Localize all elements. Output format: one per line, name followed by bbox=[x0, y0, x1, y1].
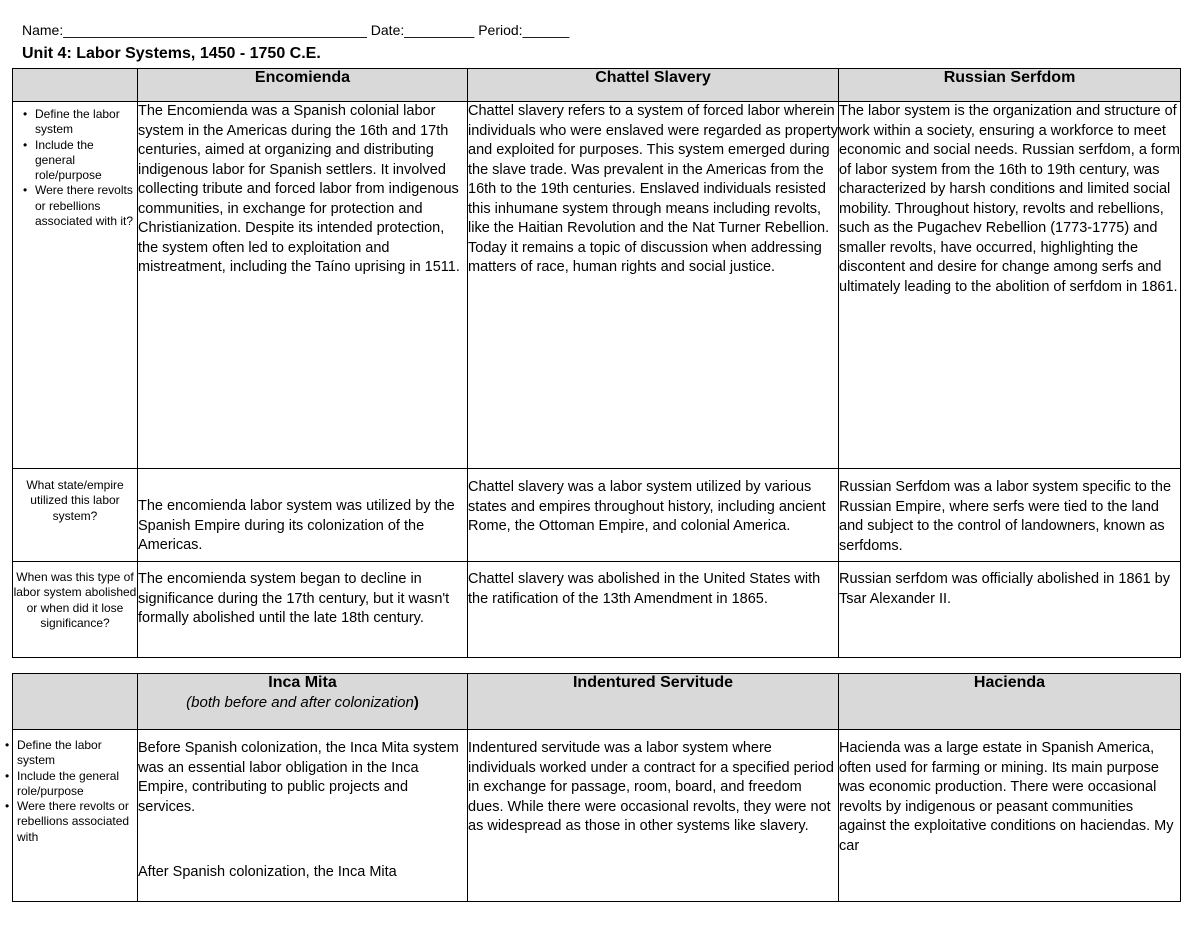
encomienda-abolished-cell[interactable]: The encomienda system began to decline in significance during the 17th century, but it wasn't formally abolished until the late 18th century. bbox=[138, 562, 468, 658]
encomienda-state-cell[interactable]: The encomienda labor system was utilized by the Spanish Empire during its colonization of the Americas. bbox=[138, 469, 468, 562]
encomienda-define-cell[interactable]: The Encomienda was a Spanish colonial labor system in the Americas during the 16th and 17th centuries, aimed at organizing and distributing indigenous labor for Spanish settlers. It involved collecting tribute and forced labor from indigenous communities, in exchange for protection and Christianization. Despite its intended protection, the system often led to exploitation and mistreatment, including the Taíno uprising in 1511. bbox=[138, 102, 468, 469]
prompt2-role: • Include the general role/purpose bbox=[5, 769, 137, 800]
column-header-encomienda: Encomienda bbox=[138, 69, 468, 102]
prompt2-define: • Define the labor system bbox=[5, 738, 137, 769]
state-row-label: What state/empire utilized this labor system? bbox=[13, 469, 138, 562]
serfdom-state-cell[interactable]: Russian Serfdom was a labor system specific to the Russian Empire, where serfs were tied to the land and subject to the control of landowners, known as serfdoms. bbox=[839, 469, 1181, 562]
inca-mita-title: Inca Mita bbox=[268, 674, 337, 691]
indentured-define-cell[interactable]: Indentured servitude was a labor system where individuals worked under a contract for a specified period in exchange for passage, room, board, and freedom dues. While there were occasional revolts, they were not as widespread as those in other systems like slavery. bbox=[468, 730, 839, 902]
inca-mita-subtitle bbox=[138, 694, 467, 711]
table1-abolished-row bbox=[13, 562, 1181, 658]
table2-define-row bbox=[13, 730, 1181, 902]
hacienda-define-cell[interactable]: Hacienda was a large estate in Spanish America, often used for farming or mining. Its main purpose was economic production. There were occasional revolts by indigenous or peasant communities against the exploitative conditions on haciendas. My car bbox=[839, 730, 1181, 902]
labor-systems-table-1 bbox=[12, 68, 1181, 658]
column-header-indentured-servitude: Indentured Servitude bbox=[468, 674, 839, 730]
prompt2-revolts: • Were there revolts or rebellions associated with bbox=[5, 799, 137, 845]
prompt-define: • Define the labor system bbox=[23, 107, 137, 138]
column-header-inca-mita bbox=[138, 674, 468, 730]
column-header-chattel-slavery: Chattel Slavery bbox=[468, 69, 839, 102]
serfdom-abolished-cell[interactable]: Russian serfdom was officially abolished in 1861 by Tsar Alexander II. bbox=[839, 562, 1181, 658]
define-row-label bbox=[13, 102, 138, 469]
unit-title: Unit 4: Labor Systems, 1450 - 1750 C.E. bbox=[22, 45, 321, 62]
table1-corner-cell bbox=[13, 69, 138, 102]
inca-mita-subtitle-text: (both before and after colonization bbox=[186, 694, 414, 711]
prompt-role: • Include the general role/purpose bbox=[23, 138, 137, 184]
abolished-row-label: When was this type of labor system abolished or when did it lose significance? bbox=[13, 562, 138, 658]
column-header-hacienda: Hacienda bbox=[839, 674, 1181, 730]
table1-state-row bbox=[13, 469, 1181, 562]
table1-define-row bbox=[13, 102, 1181, 469]
table2-header-row bbox=[13, 674, 1181, 730]
chattel-abolished-cell[interactable]: Chattel slavery was abolished in the United States with the ratification of the 13th Amendment in 1865. bbox=[468, 562, 839, 658]
chattel-define-cell[interactable]: Chattel slavery refers to a system of forced labor wherein individuals who were enslaved were regarded as property and exploited for purposes. This system emerged during the slave trade. Was prevalent in the Americas from the 16th to the 19th centuries. Enslaved individuals resisted this inhumane system through means including revolts, like the Haitian Revolution and the Nat Turner Rebellion. Today it remains a topic of discussion when addressing matters of race, human rights and social justice. bbox=[468, 102, 839, 469]
table2-corner-cell bbox=[13, 674, 138, 730]
table1-header-row bbox=[13, 69, 1181, 102]
inca-mita-subtitle-close: ) bbox=[413, 694, 419, 711]
name-date-period-line[interactable]: Name:_______________________________________ Date:_________ Period:______ bbox=[22, 22, 570, 38]
table2-define-row-label bbox=[13, 730, 138, 902]
chattel-state-cell[interactable]: Chattel slavery was a labor system utilized by various states and empires throughout history, including ancient Rome, the Ottoman Empire, and colonial America. bbox=[468, 469, 839, 562]
serfdom-define-cell[interactable]: The labor system is the organization and structure of work within a society, ensuring a workforce to meet economic and social needs. Russian serfdom, a form of labor system from the 16th to 19th century, was characterized by harsh conditions and limited social mobility. Throughout history, revolts and rebellions, such as the Pugachev Rebellion (1773-1775) and smaller revolts, have occurred, highlighting the discontent and desire for change among serfs and ultimately leading to the abolition of serfdom in 1861. bbox=[839, 102, 1181, 469]
prompt-revolts: • Were there revolts or rebellions associated with it? bbox=[23, 183, 137, 229]
labor-systems-table-2 bbox=[12, 673, 1181, 902]
inca-mita-before-text: Before Spanish colonization, the Inca Mita system was an essential labor obligation in the Inca Empire, contributing to public projects and services. bbox=[138, 740, 459, 815]
inca-mita-define-cell[interactable] bbox=[138, 730, 468, 902]
column-header-russian-serfdom: Russian Serfdom bbox=[839, 69, 1181, 102]
inca-mita-after-text: After Spanish colonization, the Inca Mita bbox=[138, 864, 397, 880]
